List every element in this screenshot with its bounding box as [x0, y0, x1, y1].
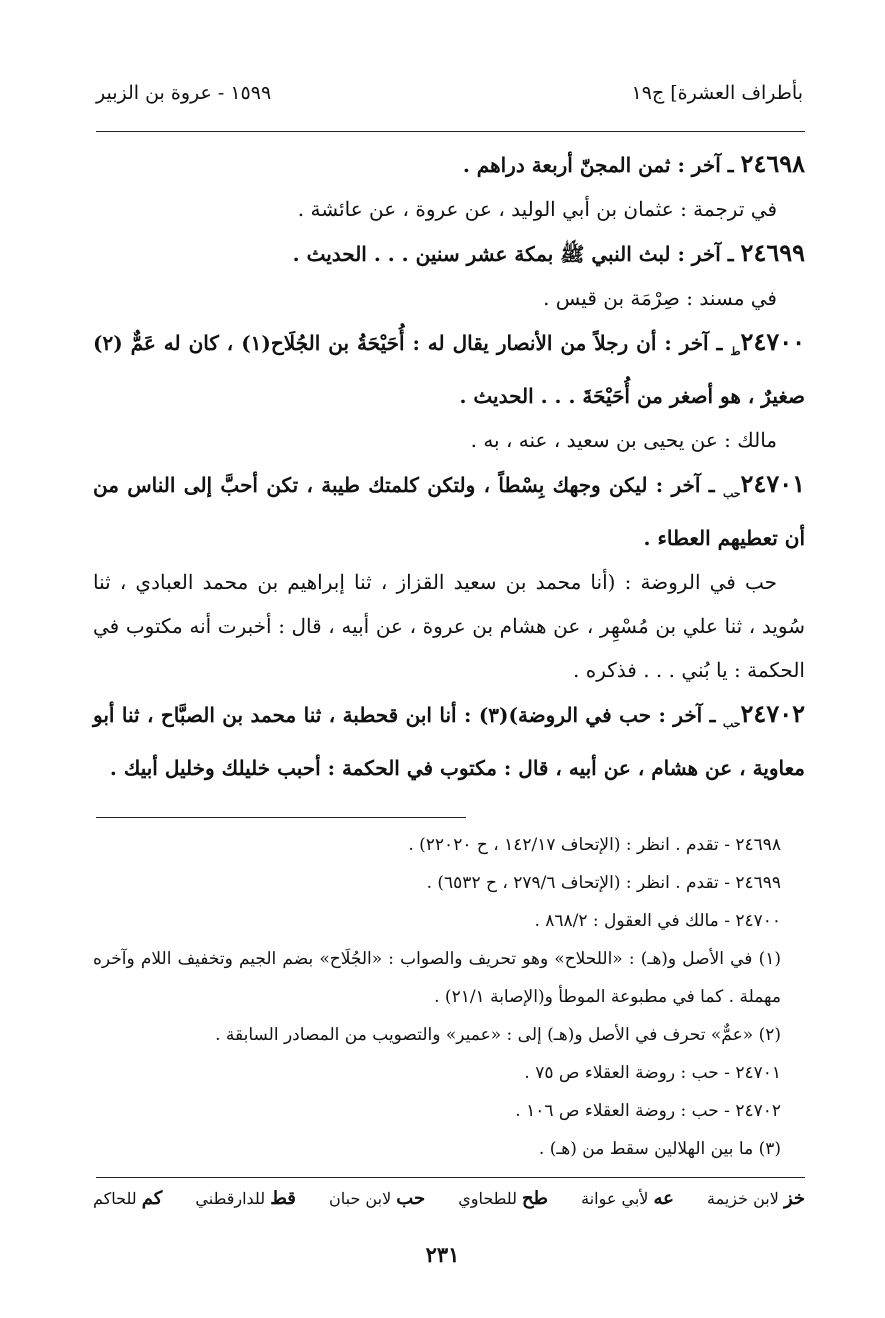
header-volume: بأطراف العشرة] ج١٩ [631, 82, 803, 104]
footnote: (١) في الأصل و(هـ) : «اللحلاح» وهو تحريف والصواب : «الجُلَاح» بضم الجيم وتخفيف اللام وآخره مهملة . كما في مطبوعة الموطأ و(الإصابة ٢١/١) . [93, 949, 781, 1007]
header-section: ١٥٩٩ - عروة بن الزبير [96, 82, 272, 104]
source-note: مالك : عن يحيى بن سعيد ، عنه ، به . [470, 428, 777, 452]
source-note: حب في الروضة : (أنا محمد بن سعيد القزاز ، ثنا إبراهيم بن محمد العبادي ، ثنا سُويد ، ثنا علي بن مُسْهِر ، عن هشام بن عروة ، عن أبيه ، قال : أخبرت أنه مكتوب في الحكمة : يا بُني . . . فذكره . [93, 570, 805, 682]
header-rule [96, 131, 805, 132]
legend-item [329, 1188, 425, 1209]
legend-item [195, 1188, 295, 1209]
source-marker: حب [722, 487, 741, 500]
legend-abbr: خز [783, 1188, 805, 1209]
hadith-entry [93, 142, 805, 187]
footnote: ٢٤٧٠٠ - مالك في العقول : ٨٦٨/٢ . [534, 911, 781, 931]
footnote: ٢٤٧٠٢ - حب : روضة العقلاء ص ١٠٦ . [515, 1101, 781, 1121]
footnotes [93, 826, 805, 1168]
legend-abbr: كم [141, 1188, 163, 1209]
hadith-entry [93, 692, 805, 790]
legend-label: للحاكم [93, 1189, 137, 1208]
legend-label: لابن حبان [329, 1189, 392, 1208]
abbreviation-legend [93, 1188, 805, 1209]
legend-label: لابن خزيمة [707, 1189, 779, 1208]
legend-item [458, 1188, 548, 1209]
footnote-rule [96, 817, 466, 818]
entry-number: ٢٤٦٩٩ [740, 238, 805, 267]
footnote: (٢) «عمٌّ» تحرف في الأصل و(هـ) إلى : «عمير» والتصويب من المصادر السابقة . [215, 1025, 781, 1045]
legend-label: للطحاوي [458, 1189, 517, 1208]
footnote: ٢٤٦٩٩ - تقدم . انظر : (الإتحاف ٢٧٩/٦ ، ح ٦٥٣٢) . [426, 873, 781, 893]
entry-number: ٢٤٧٠٢ [740, 699, 805, 728]
entry-number: ٢٤٧٠١ [740, 469, 805, 498]
entry-number: ٢٤٧٠٠ [740, 327, 805, 356]
page-number: ٢٣١ [425, 1242, 460, 1267]
legend-rule [96, 1177, 805, 1178]
legend-abbr: عه [653, 1188, 674, 1209]
legend-label: لأبي عوانة [581, 1189, 649, 1208]
legend-item [93, 1188, 162, 1209]
hadith-entry [93, 231, 805, 276]
entry-text: ـ آخر : حب في الروضة)(٣) : أنا ابن قحطبة ، ثنا محمد بن الصبَّاح ، ثنا أبو معاوية ، عن هشام ، عن أبيه ، قال : مكتوب في الحكمة : أحبب خليلك وخليل أبيك . [93, 703, 805, 780]
entry-text: ـ آخر : ثمن المجنّ أربعة دراهم . [462, 153, 741, 177]
legend-abbr: قط [270, 1188, 296, 1209]
footnote: (٣) ما بين الهلالين سقط من (هـ) . [538, 1139, 781, 1159]
entry-text: ـ آخر : أن رجلاً من الأنصار يقال له : أُحَيْحَةُ بن الجُلَاح(١) ، كان له عَمٌّ (٢) صغيرٌ ، هو أصغر من أُحَيْحَةَ . . . الحديث . [93, 331, 805, 408]
entry-text: ـ آخر : ليكن وجهك بِسْطاً ، ولتكن كلمتك طيبة ، تكن أحبَّ إلى الناس من أن تعطيهم العطاء . [93, 473, 805, 550]
source-marker: حب [722, 717, 741, 730]
legend-item [581, 1188, 674, 1209]
entry-text: ـ آخر : لبث النبي ﷺ بمكة عشر سنين . . . الحديث . [292, 242, 741, 266]
hadith-entry [93, 462, 805, 560]
legend-abbr: حب [396, 1188, 426, 1209]
source-note: في ترجمة : عثمان بن أبي الوليد ، عن عروة ، عن عائشة . [297, 197, 777, 221]
footnote: ٢٤٧٠١ - حب : روضة العقلاء ص ٧٥ . [524, 1063, 781, 1083]
running-header [96, 82, 803, 116]
legend-abbr: طح [522, 1188, 548, 1209]
footnote: ٢٤٦٩٨ - تقدم . انظر : (الإتحاف ١٤٢/١٧ ، ح ٢٢٠٢٠) . [408, 835, 781, 855]
source-note: في مسند : صِرْمَة بن قيس . [543, 286, 777, 310]
entry-number: ٢٤٦٩٨ [740, 149, 805, 178]
legend-label: للدارقطني [195, 1189, 266, 1208]
legend-item [707, 1188, 805, 1209]
main-text [93, 142, 805, 790]
source-marker: ط [730, 345, 741, 358]
hadith-entry [93, 320, 805, 418]
